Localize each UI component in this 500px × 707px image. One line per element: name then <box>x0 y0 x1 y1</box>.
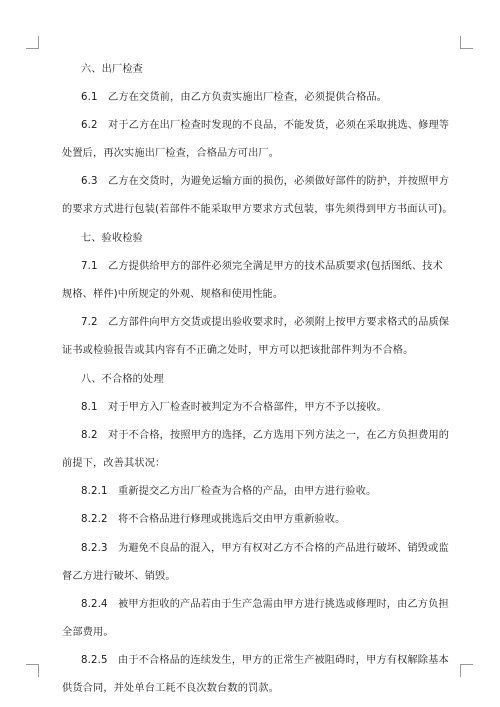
paragraph-line: 8.2.1 重新提交乙方出厂检查为合格的产品，由甲方进行验收。 <box>81 486 377 497</box>
paragraph-line: 8.2.2 将不合格品进行修理或挑选后交由甲方重新验收。 <box>81 514 346 525</box>
paragraph-line: 全部费用。 <box>62 627 114 638</box>
paragraph-line: 6.1 乙方在交货前，由乙方负责实施出厂检查，必须提供合格品。 <box>81 92 388 103</box>
crop-mark-top-left <box>26 36 39 49</box>
paragraph-line: 处置后，再次实施出厂检查，合格品方可出厂。 <box>62 148 280 159</box>
crop-mark-top-right <box>460 36 473 49</box>
paragraph-line: 6.3 乙方在交货时，为避免运输方面的损伤，必须做好部件的防护，并按照甲方 <box>81 176 450 187</box>
paragraph-line: 7.1 乙方提供给甲方的部件必须完全满足甲方的技术品质要求(包括图纸、技术 <box>81 261 443 272</box>
paragraph-line: 6.2 对于乙方在出厂检查时发现的不良品，不能发货，必须在采取挑选、修理等 <box>81 120 450 131</box>
paragraph-line: 规格、样件)中所规定的外观、规格和使用性能。 <box>62 289 284 300</box>
paragraph-line: 的要求方式进行包装(若部件不能采取甲方要求方式包装，事先须得到甲方书面认可)。 <box>62 204 453 215</box>
paragraph-line: 前提下，改善其状况： <box>62 458 166 469</box>
crop-mark-bottom-right <box>460 664 473 677</box>
paragraph-line: 督乙方进行破坏、销毁。 <box>62 571 176 582</box>
paragraph-line: 8.2.4 被甲方拒收的产品若由于生产急需由甲方进行挑选或修理时，由乙方负担 <box>81 599 449 610</box>
section-heading: 七、验收检验 <box>81 233 144 244</box>
crop-mark-bottom-left <box>26 664 39 677</box>
paragraph-line: 证书或检验报告或其内容有不正确之处时，甲方可以把该批部件判为不合格。 <box>62 345 414 356</box>
paragraph-line: 供货合同，并处单台工耗不良次数台数的罚款。 <box>62 683 280 694</box>
paragraph-line: 8.2 对于不合格，按照甲方的选择，乙方选用下列方法之一，在乙方负担费用的 <box>81 430 450 441</box>
paragraph-line: 7.2 乙方部件向甲方交货或提出验收要求时，必须附上按甲方要求格式的品质保 <box>81 317 450 328</box>
section-heading: 八、不合格的处理 <box>81 374 164 385</box>
paragraph-line: 8.1 对于甲方入厂检查时被判定为不合格部件，甲方不予以接收。 <box>81 402 388 413</box>
section-heading: 六、出厂检查 <box>81 64 144 75</box>
paragraph-line: 8.2.3 为避免不良品的混入，甲方有权对乙方不合格的产品进行破坏、销毁或监 <box>81 543 449 554</box>
paragraph-line: 8.2.5 由于不合格品的连续发生，甲方的正常生产被阻碍时，甲方有权解除基本 <box>81 655 449 666</box>
